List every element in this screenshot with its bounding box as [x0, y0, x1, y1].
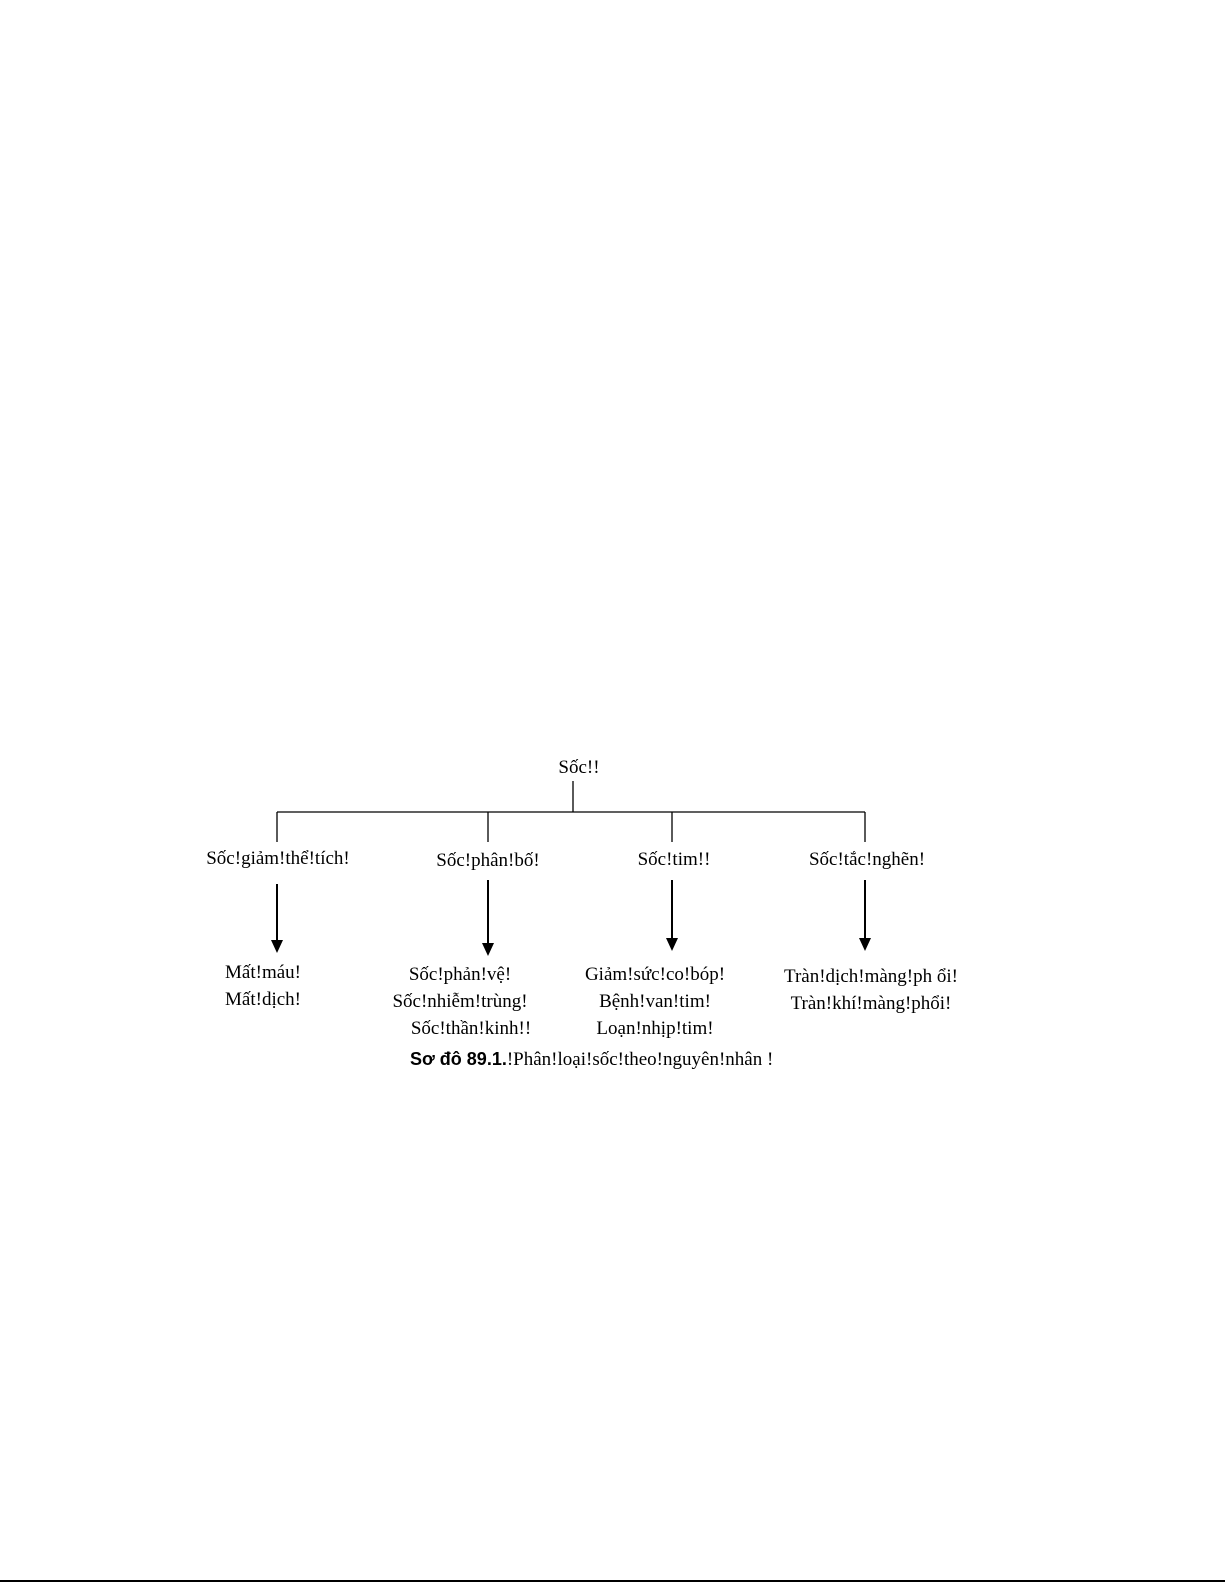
root-label: Sốc!! [558, 757, 600, 778]
category-node-4 [809, 849, 925, 871]
category-node-1 [206, 848, 350, 870]
child-item: Tràn!khí!màng!phổi! [790, 993, 952, 1014]
root-node [558, 757, 599, 779]
child-item: Bệnh!van!tim! [599, 991, 711, 1012]
caption-label: Sơ đô 89.1. [410, 1049, 507, 1069]
child-item: Giảm!sức!co!bóp! [584, 964, 726, 985]
children-list-2 [389, 961, 531, 1042]
category-label: Sốc!phân!bố! [436, 850, 540, 871]
child-item: Mất!dịch! [225, 989, 301, 1010]
child-item: Loạn!nhịp!tim! [596, 1018, 714, 1039]
arrowhead-1 [271, 940, 283, 953]
category-node-3 [638, 849, 711, 871]
child-item: Sốc!thần!kinh!! [410, 1018, 532, 1039]
figure-caption [410, 1049, 773, 1071]
children-list-4 [784, 963, 958, 1017]
child-item: Tràn!dịch!màng!ph ổi! [784, 966, 958, 987]
child-item: Sốc!phản!vệ! [408, 964, 512, 985]
category-label: Sốc!giảm!thể!tích! [206, 848, 350, 869]
arrowhead-4 [859, 938, 871, 951]
children-list-3 [585, 961, 725, 1042]
category-label: Sốc!tim!! [637, 849, 711, 870]
child-item: Sốc!nhiễm!trùng! [392, 991, 528, 1012]
arrowhead-3 [666, 938, 678, 951]
caption-text: !Phân!loại!sốc!theo!nguyên!nhân ! [506, 1049, 774, 1070]
children-list-1 [225, 959, 301, 1013]
bottom-rule [0, 1580, 1225, 1582]
category-label: Sốc!tắc!nghẽn! [808, 849, 926, 870]
arrowhead-2 [482, 943, 494, 956]
child-item: Mất!máu! [225, 962, 301, 983]
category-node-2 [436, 850, 539, 872]
